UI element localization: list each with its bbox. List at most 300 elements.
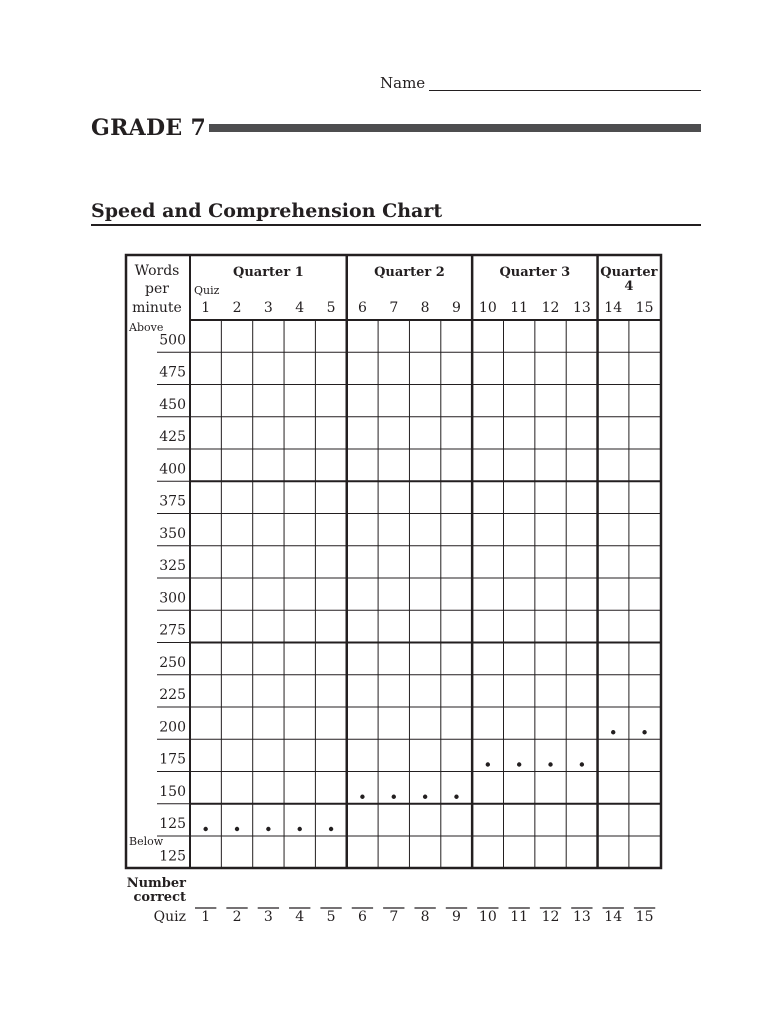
wpm-row-label: 450 <box>159 396 186 413</box>
grid-cell[interactable] <box>441 320 472 352</box>
grid-cell[interactable] <box>378 610 409 642</box>
grid-cell[interactable] <box>221 675 252 707</box>
grid-cell[interactable] <box>190 352 221 384</box>
grid-cell[interactable] <box>253 320 284 352</box>
grid-cell[interactable] <box>535 417 566 449</box>
grid-cell[interactable] <box>535 320 566 352</box>
grid-cell[interactable] <box>504 610 535 642</box>
quiz-number: 13 <box>572 300 591 316</box>
grid-cell[interactable] <box>441 739 472 771</box>
grid-cell[interactable] <box>598 481 629 513</box>
grid-cell[interactable] <box>315 772 346 804</box>
grid-cell[interactable] <box>441 352 472 384</box>
wpm-row-label: 500 <box>159 332 186 349</box>
grid-cell[interactable] <box>504 449 535 481</box>
grid-cell[interactable] <box>315 352 346 384</box>
grid-cell[interactable] <box>472 610 503 642</box>
wpm-row-label: 325 <box>159 558 186 574</box>
grid-cell[interactable] <box>629 385 660 417</box>
grid-cell[interactable] <box>472 578 503 610</box>
quiz-number: 3 <box>263 300 273 316</box>
benchmark-dot <box>580 762 584 766</box>
grid-cell[interactable] <box>504 643 535 675</box>
grid-cell[interactable] <box>598 643 629 675</box>
grid-cell[interactable] <box>566 643 597 675</box>
grid-cell[interactable] <box>221 739 252 771</box>
grid-cell[interactable] <box>378 352 409 384</box>
grid-cell[interactable] <box>378 514 409 546</box>
grid-cell[interactable] <box>190 772 221 804</box>
quiz-number: 4 <box>295 300 305 316</box>
grid-cell[interactable] <box>535 836 566 868</box>
grid-cell[interactable] <box>284 675 315 707</box>
grid-cell[interactable] <box>284 772 315 804</box>
number-correct-label: Number <box>126 876 186 891</box>
grid-cell[interactable] <box>315 385 346 417</box>
wpm-row-label: 200 <box>159 719 186 736</box>
grid-cell[interactable] <box>598 546 629 578</box>
grid-cell[interactable] <box>315 675 346 707</box>
grid-cell[interactable] <box>629 643 660 675</box>
grid-cell[interactable] <box>472 320 503 352</box>
grid-cell[interactable] <box>378 836 409 868</box>
grid-cell[interactable] <box>253 417 284 449</box>
grid-cell[interactable] <box>598 352 629 384</box>
grid-cell[interactable] <box>472 675 503 707</box>
benchmark-dot <box>360 795 364 799</box>
grid-cell[interactable] <box>629 417 660 449</box>
grid-cell[interactable] <box>472 417 503 449</box>
grid-cell[interactable] <box>190 481 221 513</box>
grid-cell[interactable] <box>504 804 535 836</box>
grid-cell[interactable] <box>598 610 629 642</box>
grid-cell[interactable] <box>629 352 660 384</box>
header-minute: minute <box>132 300 182 316</box>
grid-cell[interactable] <box>253 675 284 707</box>
grid-cell[interactable] <box>472 481 503 513</box>
grid-cell[interactable] <box>221 352 252 384</box>
header-words: Words <box>134 263 180 279</box>
wpm-row-label: 400 <box>159 461 186 478</box>
wpm-row-label: 425 <box>159 429 186 445</box>
grid-cell[interactable] <box>347 514 378 546</box>
grid-cell[interactable] <box>598 578 629 610</box>
grid-cell[interactable] <box>253 514 284 546</box>
grid-cell[interactable] <box>566 675 597 707</box>
wpm-row-label: 250 <box>159 654 186 671</box>
grid-cell[interactable] <box>629 739 660 771</box>
grid-cell[interactable] <box>221 481 252 513</box>
grid-cell[interactable] <box>566 514 597 546</box>
grid-cell[interactable] <box>409 481 440 513</box>
wpm-row-label: 125 <box>159 816 186 832</box>
benchmark-dot <box>611 730 615 734</box>
grid-cell[interactable] <box>504 417 535 449</box>
grid-cell[interactable] <box>566 772 597 804</box>
footer-quiz-number: 1 <box>201 909 211 925</box>
grid-cell[interactable] <box>284 417 315 449</box>
grid-cell[interactable] <box>409 643 440 675</box>
grid-cell[interactable] <box>284 385 315 417</box>
grid-cell[interactable] <box>504 707 535 739</box>
grid-cell[interactable] <box>347 320 378 352</box>
grid-cell[interactable] <box>253 643 284 675</box>
grid-cell[interactable] <box>535 514 566 546</box>
grid-cell[interactable] <box>190 514 221 546</box>
grid-cell[interactable] <box>629 772 660 804</box>
grid-cell[interactable] <box>472 804 503 836</box>
grid-cell[interactable] <box>472 385 503 417</box>
grid-cell[interactable] <box>315 578 346 610</box>
grid-cell[interactable] <box>190 707 221 739</box>
grid-cell[interactable] <box>315 417 346 449</box>
grid-cell[interactable] <box>598 772 629 804</box>
grid-cell[interactable] <box>598 804 629 836</box>
grid-cell[interactable] <box>190 739 221 771</box>
quiz-number: 10 <box>478 300 497 316</box>
grid-cell[interactable] <box>472 514 503 546</box>
grid-cell[interactable] <box>347 739 378 771</box>
grid-cell[interactable] <box>253 449 284 481</box>
grid-cell[interactable] <box>221 320 252 352</box>
grid-cell[interactable] <box>566 385 597 417</box>
grid-cell[interactable] <box>190 610 221 642</box>
grid-cell[interactable] <box>378 481 409 513</box>
grid-cell[interactable] <box>190 320 221 352</box>
grid-cell[interactable] <box>253 739 284 771</box>
wpm-row-label: 125 <box>159 848 186 865</box>
grid-cell[interactable] <box>190 836 221 868</box>
grid-cell[interactable] <box>409 707 440 739</box>
footer-quiz-number: 12 <box>541 909 560 925</box>
benchmark-dot <box>517 762 521 766</box>
quiz-number: 2 <box>232 300 242 316</box>
wpm-row-label: 175 <box>159 751 186 768</box>
grid-cell[interactable] <box>253 772 284 804</box>
grid-cell[interactable] <box>347 707 378 739</box>
grid-cell[interactable] <box>629 546 660 578</box>
benchmark-dot <box>392 795 396 799</box>
grid-cell[interactable] <box>409 546 440 578</box>
grid-cell[interactable] <box>378 417 409 449</box>
grid-cell[interactable] <box>441 643 472 675</box>
grid-cell[interactable] <box>284 546 315 578</box>
footer-quiz-number: 2 <box>232 909 242 925</box>
grid-cell[interactable] <box>409 449 440 481</box>
grid-cell[interactable] <box>378 449 409 481</box>
grid-cell[interactable] <box>504 320 535 352</box>
grid-cell[interactable] <box>472 352 503 384</box>
grid-cell[interactable] <box>347 675 378 707</box>
grid-cell[interactable] <box>535 481 566 513</box>
grid-cell[interactable] <box>441 514 472 546</box>
grid-cell[interactable] <box>472 449 503 481</box>
grid-cell[interactable] <box>566 352 597 384</box>
quiz-number: 11 <box>510 300 529 316</box>
wpm-row-label: 375 <box>159 493 186 510</box>
grid-cell[interactable] <box>504 836 535 868</box>
footer-quiz-number: 4 <box>295 909 305 925</box>
footer-quiz-number: 6 <box>357 909 367 925</box>
grid-cell[interactable] <box>378 385 409 417</box>
grid-cell[interactable] <box>284 836 315 868</box>
number-correct-label: correct <box>133 890 186 905</box>
benchmark-dot <box>548 762 552 766</box>
grid-cell[interactable] <box>441 385 472 417</box>
grid-cell[interactable] <box>315 739 346 771</box>
grid-cell[interactable] <box>253 385 284 417</box>
grid-cell[interactable] <box>347 546 378 578</box>
grid-cell[interactable] <box>629 610 660 642</box>
grid-cell[interactable] <box>535 707 566 739</box>
grid-cell[interactable] <box>566 449 597 481</box>
grid-cell[interactable] <box>535 578 566 610</box>
grid-cell[interactable] <box>472 836 503 868</box>
wpm-row-label: 275 <box>159 622 186 639</box>
grid-cell[interactable] <box>315 610 346 642</box>
grid-cell[interactable] <box>221 836 252 868</box>
grid-cell[interactable] <box>221 643 252 675</box>
grid-cell[interactable] <box>598 675 629 707</box>
grid-cell[interactable] <box>284 481 315 513</box>
grid-cell[interactable] <box>566 610 597 642</box>
grid-cell[interactable] <box>472 643 503 675</box>
grid-cell[interactable] <box>315 514 346 546</box>
grid-cell[interactable] <box>284 578 315 610</box>
grid-cell[interactable] <box>221 707 252 739</box>
grid-cell[interactable] <box>253 707 284 739</box>
grid-cell[interactable] <box>409 417 440 449</box>
grid-cell[interactable] <box>441 417 472 449</box>
grid-cell[interactable] <box>378 675 409 707</box>
grid-cell[interactable] <box>284 610 315 642</box>
grid-cell[interactable] <box>347 385 378 417</box>
above-label: Above <box>129 321 164 334</box>
grid-cell[interactable] <box>378 804 409 836</box>
grid-cell[interactable] <box>598 320 629 352</box>
grid-cell[interactable] <box>378 739 409 771</box>
grid-cell[interactable] <box>347 610 378 642</box>
grid-cell[interactable] <box>190 546 221 578</box>
grid-cell[interactable] <box>190 385 221 417</box>
grid-cell[interactable] <box>409 836 440 868</box>
grid-cell[interactable] <box>347 417 378 449</box>
grid-cell[interactable] <box>315 320 346 352</box>
grid-cell[interactable] <box>472 707 503 739</box>
grid-cell[interactable] <box>441 546 472 578</box>
grid-cell[interactable] <box>190 417 221 449</box>
grid-cell[interactable] <box>504 675 535 707</box>
benchmark-dot <box>486 762 490 766</box>
grid-cell[interactable] <box>347 449 378 481</box>
grid-cell[interactable] <box>409 514 440 546</box>
grid-cell[interactable] <box>284 739 315 771</box>
grid-cell[interactable] <box>629 514 660 546</box>
grid-cell[interactable] <box>284 320 315 352</box>
grid-cell[interactable] <box>566 707 597 739</box>
grid-cell[interactable] <box>504 772 535 804</box>
grid-cell[interactable] <box>221 417 252 449</box>
quarter-label: Quarter 3 <box>499 265 571 280</box>
wpm-row-label: 150 <box>159 783 186 800</box>
grid-cell[interactable] <box>535 804 566 836</box>
grid-cell[interactable] <box>347 643 378 675</box>
grid-cell[interactable] <box>347 804 378 836</box>
grid-cell[interactable] <box>347 836 378 868</box>
grid-cell[interactable] <box>221 546 252 578</box>
grid-cell[interactable] <box>566 546 597 578</box>
grid-cell[interactable] <box>190 675 221 707</box>
grid-cell[interactable] <box>441 675 472 707</box>
grid-cell[interactable] <box>378 546 409 578</box>
grid-cell[interactable] <box>566 578 597 610</box>
grid-cell[interactable] <box>504 514 535 546</box>
quarter-label: 4 <box>624 279 634 294</box>
grid-cell[interactable] <box>629 320 660 352</box>
grid-cell[interactable] <box>190 578 221 610</box>
grid-cell[interactable] <box>315 707 346 739</box>
grid-cell[interactable] <box>566 481 597 513</box>
grid-cell[interactable] <box>221 772 252 804</box>
grid-cell[interactable] <box>221 514 252 546</box>
grid-cell[interactable] <box>441 610 472 642</box>
grid-cell[interactable] <box>284 449 315 481</box>
grid-cell[interactable] <box>378 707 409 739</box>
grid-cell[interactable] <box>221 449 252 481</box>
grid-cell[interactable] <box>535 643 566 675</box>
grid-cell[interactable] <box>629 836 660 868</box>
grid-cell[interactable] <box>315 643 346 675</box>
grid-cell[interactable] <box>378 578 409 610</box>
grid-cell[interactable] <box>566 417 597 449</box>
grid-cell[interactable] <box>409 610 440 642</box>
grid-cell[interactable] <box>253 481 284 513</box>
benchmark-dot <box>454 795 458 799</box>
quiz-number: 1 <box>201 300 211 316</box>
grid-cell[interactable] <box>629 449 660 481</box>
grid-cell[interactable] <box>598 385 629 417</box>
grid-cell[interactable] <box>253 546 284 578</box>
grid-cell[interactable] <box>409 352 440 384</box>
quarter-label: Quarter <box>600 265 658 280</box>
grid-cell[interactable] <box>598 514 629 546</box>
grid-cell[interactable] <box>629 481 660 513</box>
grid-cell[interactable] <box>409 385 440 417</box>
grid-cell[interactable] <box>253 610 284 642</box>
grid-cell[interactable] <box>441 707 472 739</box>
grid-cell[interactable] <box>472 772 503 804</box>
grid-cell[interactable] <box>441 804 472 836</box>
grid-cell[interactable] <box>566 804 597 836</box>
footer-quiz-number: 9 <box>452 909 461 925</box>
grid-cell[interactable] <box>347 352 378 384</box>
grid-cell[interactable] <box>441 449 472 481</box>
grid-cell[interactable] <box>566 320 597 352</box>
quiz-number: 7 <box>389 300 399 316</box>
quiz-number: 14 <box>604 300 623 316</box>
grid-cell[interactable] <box>315 546 346 578</box>
grid-cell[interactable] <box>504 481 535 513</box>
grid-cell[interactable] <box>347 481 378 513</box>
footer-quiz-number: 5 <box>326 909 336 925</box>
grid-cell[interactable] <box>535 385 566 417</box>
grid-cell[interactable] <box>598 449 629 481</box>
grid-cell[interactable] <box>598 739 629 771</box>
benchmark-dot <box>642 730 646 734</box>
grid-cell[interactable] <box>221 385 252 417</box>
grid-cell[interactable] <box>535 610 566 642</box>
quiz-number: 6 <box>357 300 367 316</box>
grid-cell[interactable] <box>347 578 378 610</box>
grid-cell[interactable] <box>598 417 629 449</box>
grid-cell[interactable] <box>566 836 597 868</box>
grid-cell[interactable] <box>535 352 566 384</box>
grid-cell[interactable] <box>535 675 566 707</box>
footer-quiz-number: 11 <box>510 909 529 925</box>
grid-cell[interactable] <box>315 481 346 513</box>
grid-cell[interactable] <box>315 836 346 868</box>
grid-cell[interactable] <box>535 546 566 578</box>
grid-cell[interactable] <box>409 578 440 610</box>
grid-cell[interactable] <box>504 578 535 610</box>
grid-cell[interactable] <box>504 546 535 578</box>
grid-cell[interactable] <box>535 449 566 481</box>
grid-cell[interactable] <box>284 643 315 675</box>
benchmark-dot <box>298 827 302 831</box>
grid-cell[interactable] <box>472 546 503 578</box>
footer-quiz-number: 13 <box>572 909 591 925</box>
header-per: per <box>145 281 169 297</box>
quiz-number: 12 <box>541 300 560 316</box>
grid-cell[interactable] <box>221 578 252 610</box>
footer-quiz-number: 7 <box>389 909 399 925</box>
footer-quiz-number: 10 <box>478 909 497 925</box>
grid-cell[interactable] <box>378 643 409 675</box>
grid-cell[interactable] <box>315 449 346 481</box>
grid-cell[interactable] <box>629 578 660 610</box>
wpm-row-label: 350 <box>159 525 186 542</box>
grid-cell[interactable] <box>190 449 221 481</box>
grid-cell[interactable] <box>441 836 472 868</box>
grid-cell[interactable] <box>504 385 535 417</box>
grid-cell[interactable] <box>284 514 315 546</box>
grid-cell[interactable] <box>221 610 252 642</box>
chart-title: Speed and Comprehension Chart <box>91 200 443 222</box>
grid-cell[interactable] <box>598 836 629 868</box>
quiz-number: 5 <box>326 300 336 316</box>
grid-cell[interactable] <box>629 804 660 836</box>
grid-cell[interactable] <box>409 675 440 707</box>
benchmark-dot <box>423 795 427 799</box>
grid-cell[interactable] <box>253 836 284 868</box>
footer-quiz-label: Quiz <box>153 909 186 925</box>
grid-cell[interactable] <box>284 352 315 384</box>
grid-cell[interactable] <box>378 320 409 352</box>
grid-cell[interactable] <box>441 481 472 513</box>
grid-cell[interactable] <box>409 320 440 352</box>
grid-cell[interactable] <box>190 643 221 675</box>
grid-cell[interactable] <box>284 707 315 739</box>
name-label: Name <box>380 74 426 92</box>
grid-cell[interactable] <box>535 772 566 804</box>
grid-cell[interactable] <box>253 578 284 610</box>
grid-cell[interactable] <box>409 804 440 836</box>
grid-cell[interactable] <box>409 739 440 771</box>
grid-cell[interactable] <box>629 675 660 707</box>
grid-cell[interactable] <box>253 352 284 384</box>
grid-cell[interactable] <box>441 578 472 610</box>
grid-cell[interactable] <box>504 352 535 384</box>
